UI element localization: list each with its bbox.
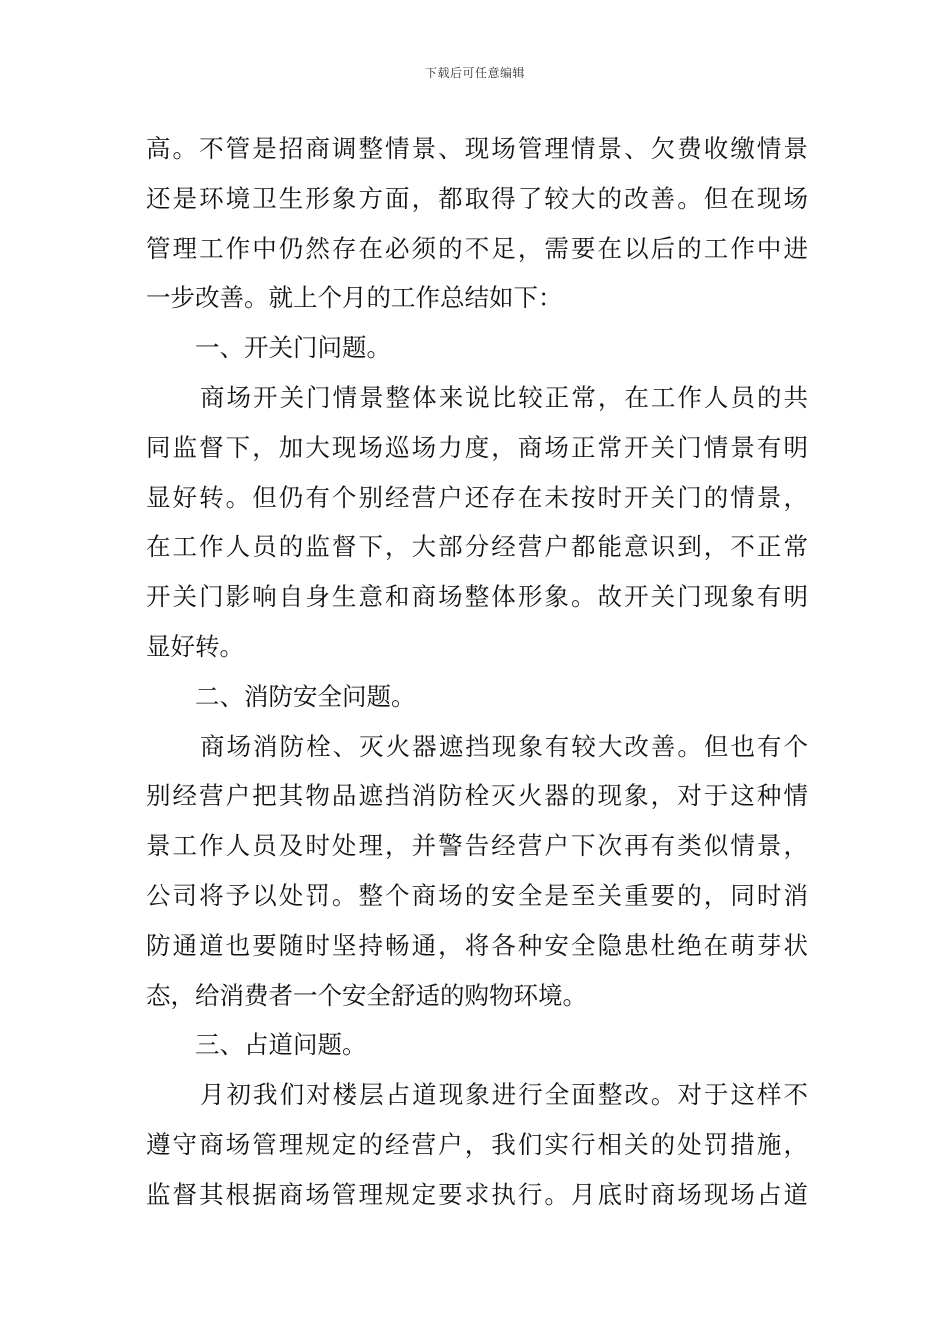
text-line: 在工作人员的监督下，大部分经营户都能意识到，不正常 [146, 532, 808, 562]
text-line: 同监督下，加大现场巡场力度，商场正常开关门情景有明 [146, 432, 808, 462]
section-heading-1: 一、开关门问题。 [195, 333, 391, 363]
section-heading-3: 三、占道问题。 [195, 1030, 367, 1060]
text-line: 显好转。 [146, 631, 244, 661]
text-line: 监督其根据商场管理规定要求执行。月底时商场现场占道 [146, 1179, 808, 1209]
section-heading-2: 二、消防安全问题。 [195, 681, 416, 711]
text-line: 管理工作中仍然存在必须的不足，需要在以后的工作中进 [146, 233, 808, 263]
text-line: 遵守商场管理规定的经营户，我们实行相关的处罚措施， [146, 1129, 808, 1159]
text-line: 防通道也要随时坚持畅通，将各种安全隐患杜绝在萌芽状 [146, 930, 808, 960]
text-line: 公司将予以处罚。整个商场的安全是至关重要的，同时消 [146, 880, 808, 910]
text-line: 月初我们对楼层占道现象进行全面整改。对于这样不 [200, 1080, 808, 1110]
text-line: 开关门影响自身生意和商场整体形象。故开关门现象有明 [146, 582, 808, 612]
text-line: 商场开关门情景整体来说比较正常，在工作人员的共 [200, 382, 808, 412]
text-line: 显好转。但仍有个别经营户还存在未按时开关门的情景， [146, 482, 808, 512]
text-line: 别经营户把其物品遮挡消防栓灭火器的现象，对于这种情 [146, 781, 808, 811]
text-line: 还是环境卫生形象方面，都取得了较大的改善。但在现场 [146, 183, 808, 213]
page-header: 下载后可任意编辑 [424, 66, 525, 80]
text-line: 高。不管是招商调整情景、现场管理情景、欠费收缴情景 [146, 134, 808, 163]
text-line: 商场消防栓、灭火器遮挡现象有较大改善。但也有个 [200, 731, 808, 761]
text-line: 态，给消费者一个安全舒适的购物环境。 [146, 980, 587, 1010]
document-body [146, 124, 808, 1220]
text-line: 一步改善。就上个月的工作总结如下： [146, 283, 563, 313]
text-line: 景工作人员及时处理，并警告经营户下次再有类似情景， [146, 831, 808, 861]
